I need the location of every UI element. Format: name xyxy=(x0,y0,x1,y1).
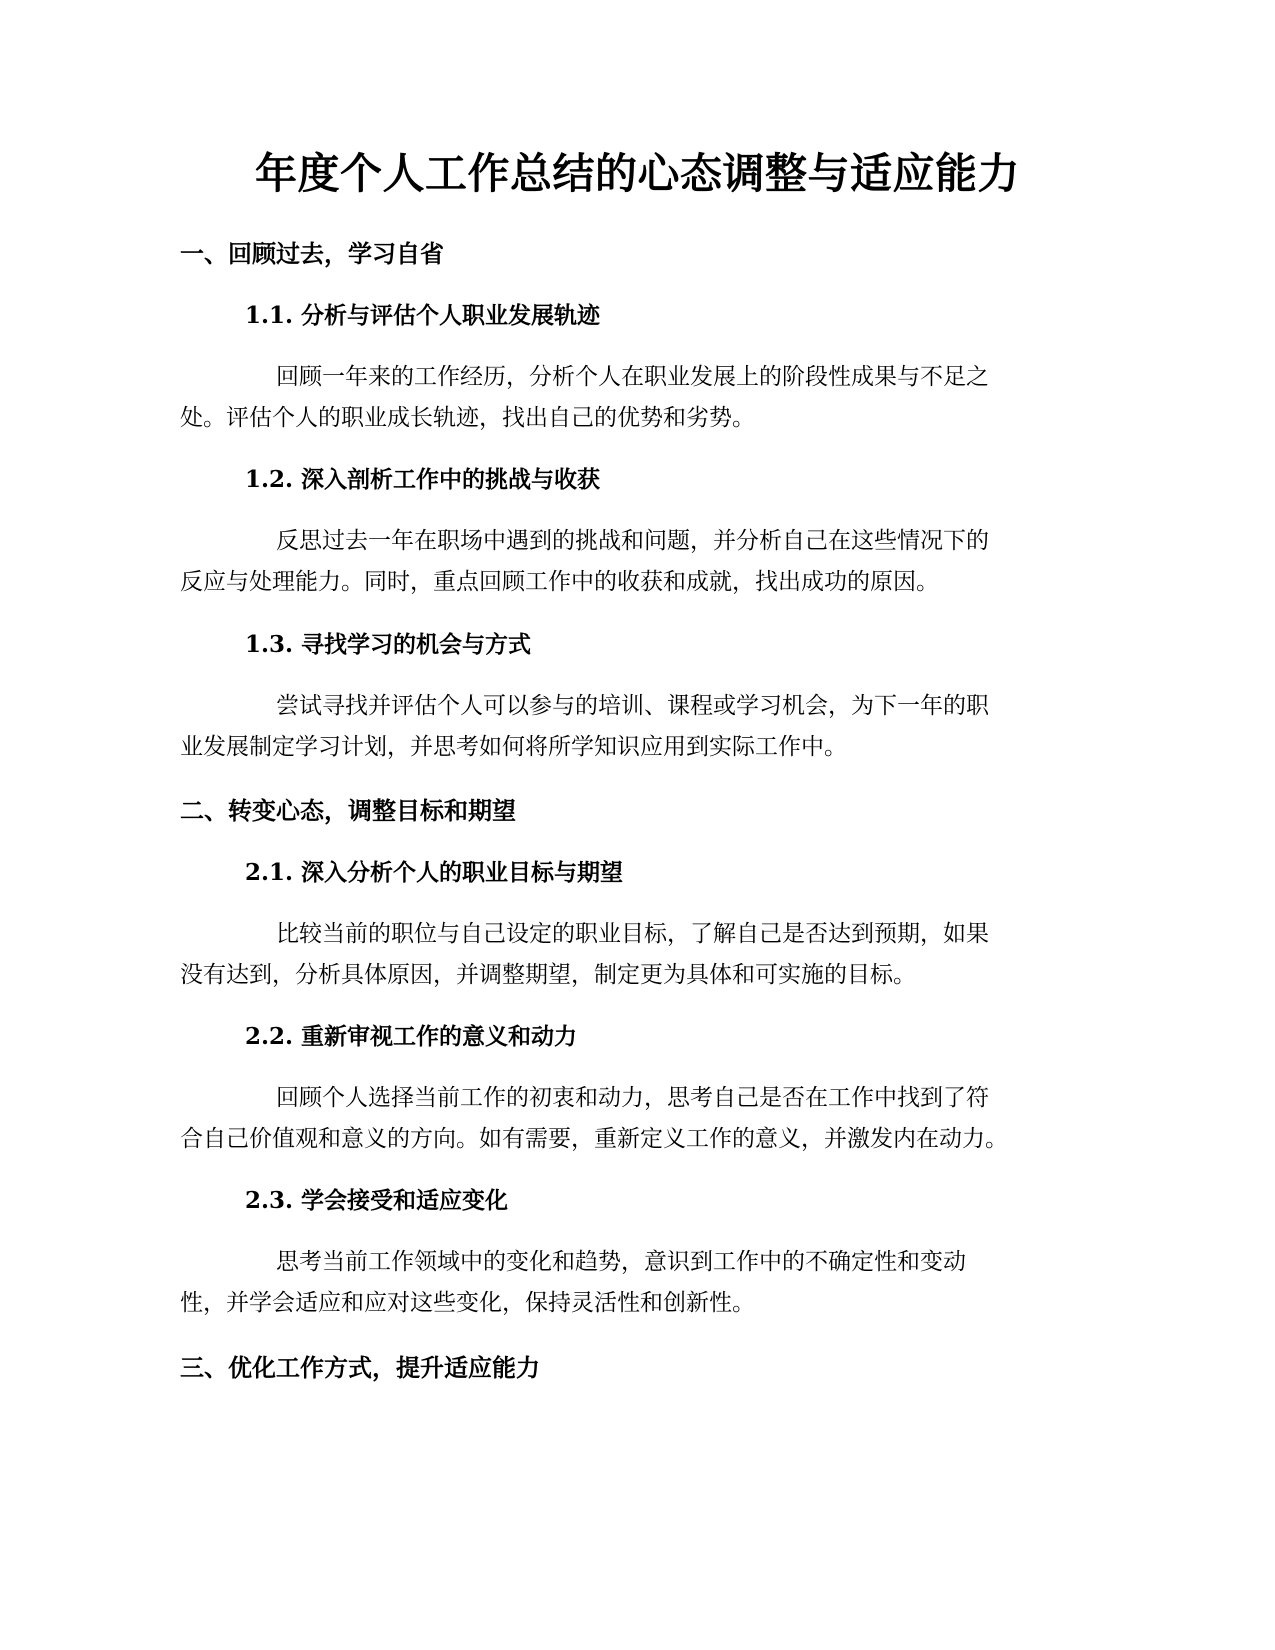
paragraph-line: 反思过去一年在职场中遇到的挑战和问题，并分析自己在这些情况下的 xyxy=(276,528,989,554)
paragraph-line: 没有达到，分析具体原因，并调整期望，制定更为具体和可实施的目标。 xyxy=(180,962,916,988)
paragraph-line: 尝试寻找并评估个人可以参与的培训、课程或学习机会，为下一年的职 xyxy=(276,693,989,719)
paragraph-2-3 xyxy=(180,1242,1030,1324)
subsection-heading-2-2: 2.2. 重新审视工作的意义和动力 xyxy=(245,1023,578,1050)
paragraph-2-2 xyxy=(180,1078,1030,1160)
section-heading-2: 二、转变心态，调整目标和期望 xyxy=(180,797,516,825)
subsection-heading-1-3: 1.3. 寻找学习的机会与方式 xyxy=(245,631,532,658)
paragraph-line: 反应与处理能力。同时，重点回顾工作中的收获和成就，找出成功的原因。 xyxy=(180,569,939,595)
paragraph-line: 处。评估个人的职业成长轨迹，找出自己的优势和劣势。 xyxy=(180,405,755,431)
section-heading-3: 三、优化工作方式，提升适应能力 xyxy=(180,1354,540,1382)
paragraph-2-1 xyxy=(180,914,1030,996)
section-heading-1: 一、回顾过去，学习自省 xyxy=(180,240,444,268)
subsection-heading-2-3: 2.3. 学会接受和适应变化 xyxy=(245,1187,509,1214)
paragraph-line: 回顾一年来的工作经历，分析个人在职业发展上的阶段性成果与不足之 xyxy=(276,364,989,390)
paragraph-line: 比较当前的职位与自己设定的职业目标，了解自己是否达到预期，如果 xyxy=(276,921,989,947)
paragraph-line: 思考当前工作领域中的变化和趋势，意识到工作中的不确定性和变动 xyxy=(276,1249,966,1275)
paragraph-1-2 xyxy=(180,521,1030,603)
paragraph-line: 性，并学会适应和应对这些变化，保持灵活性和创新性。 xyxy=(180,1290,755,1316)
paragraph-1-3 xyxy=(180,686,1030,768)
subsection-heading-2-1: 2.1. 深入分析个人的职业目标与期望 xyxy=(245,859,624,886)
subsection-heading-1-1: 1.1. 分析与评估个人职业发展轨迹 xyxy=(245,302,601,329)
paragraph-1-1 xyxy=(180,357,1030,439)
paragraph-line: 业发展制定学习计划，并思考如何将所学知识应用到实际工作中。 xyxy=(180,734,847,760)
document-title: 年度个人工作总结的心态调整与适应能力 xyxy=(254,149,1020,198)
paragraph-line: 回顾个人选择当前工作的初衷和动力，思考自己是否在工作中找到了符 xyxy=(276,1085,989,1111)
subsection-heading-1-2: 1.2. 深入剖析工作中的挑战与收获 xyxy=(245,466,601,493)
paragraph-line: 合自己价值观和意义的方向。如有需要，重新定义工作的意义，并激发内在动力。 xyxy=(180,1126,1008,1152)
